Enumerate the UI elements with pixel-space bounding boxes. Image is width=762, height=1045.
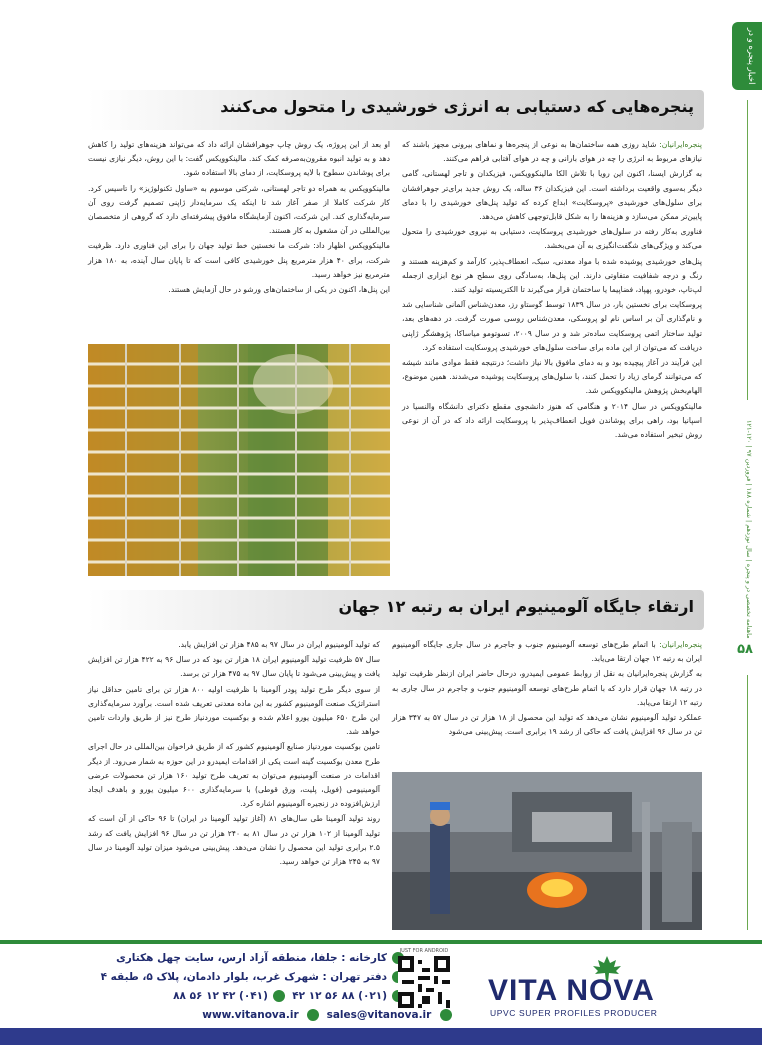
brand-tagline: UPVC SUPER PROFILES PRODUCER [490, 1008, 658, 1018]
phone-number: (۰۴۱) ۴۲ ۱۲ ۵۶ ۸۸ [173, 990, 268, 1002]
phones [173, 990, 404, 1002]
paragraph: او بعد از این پروژه، یک روش چاپ جوهرافشان ارائه داد که می‌تواند هزینه‌های تولید را کاهش دهد و به تولید انبوه مقرون‌به‌صرفه کمک کند. مالینکوویکس گفت: با این روش، دیگر نیازی نیست برای پوشاندن سطوح با لایه پروسکایت، از دمای بالا استفاده شود. [88, 140, 390, 178]
section-tab [732, 22, 762, 90]
solar-panels-photo [88, 344, 390, 576]
paragraph [402, 138, 702, 166]
office-address [101, 971, 404, 983]
website-link[interactable]: www.vitanova.ir [202, 1009, 299, 1021]
article1-title-bar [88, 90, 704, 130]
paragraph: این فرآیند در آغاز پیچیده بود و به دمای مافوق بالا نیاز داشت؛ درنتیجه فقط موادی مانند شیشه که می‌توانند گرمای زیاد را تحمل کنند، با سلول‌های پروسکایت پوشیده می‌شدند. همین موضوع، الهام‌بخش پژوهش مالینکوویکس شد. [402, 358, 702, 396]
paragraph: فناوری به‌کار رفته در سلول‌های خورشیدی پروسکایت، دستیابی به نیروی خورشیدی را متحول می‌کند و ویژگی‌های شگفت‌انگیزی به آن می‌بخشد. [402, 227, 702, 251]
section-tab-label: اخبار پنجره و در [746, 28, 756, 85]
paragraph: مالینکوویکس اظهار داد: شرکت ما نخستین خط تولید جهان را برای این فناوری دارد. ظرفیت شرکت، برای ۴۰ هزار مترمربع پنل خورشیدی کافی است که تا پایان سال آینده، به ۱۸۰ هزار مترمربع نیز خواهد رسید. [88, 241, 390, 279]
journal-info: ماهنامه تخصصی در و پنجره | سال نوزدهم | شماره ۱۸۸ | فروردین ۹۷ | ۱۲۰-۱۲۱ [745, 420, 753, 639]
footer-bottom-bar [0, 1028, 762, 1045]
paragraph: سال ۵۷ ظرفیت تولید آلومینیوم ایران ۱۸ هزار تن بود که در سال ۹۶ به ۴۲۲ هزار تن افزایش یافت و پیش‌بینی می‌شود تا پایان سال ۹۷ به ۴۷۵ هزار تن برسد. [88, 655, 381, 679]
fax-icon [273, 990, 285, 1002]
paragraph [392, 638, 702, 666]
paragraph: مالینکوویکس در سال ۲۰۱۴ و هنگامی که هنوز دانشجوی مقطع دکترای دانشگاه والنسیا در اسپانیا بود، راهی برای پوشاندن فویل انعطاف‌پذیر با پروسکایت ارائه داد که در آن از نوعی روش تبخیر استفاده می‌شد. [402, 401, 702, 440]
paragraph: که تولید آلومینیوم ایران در سال ۹۷ به ۴۸۵ هزار تن افزایش یابد. [178, 640, 380, 649]
paragraph: پنل‌های خورشیدی پوشیده شده با مواد معدنی، سبک، انعطاف‌پذیر، کارآمد و کم‌هزینه هستند و رنگ و درجه شفافیت متفاوتی دارند. این پنل‌ها، به‌سادگی روی سطح هر نوع ابزاری ازجمله لپ‌تاپ، خودرو، پهپاد، فضاپیما یا ساختمان قرار می‌گیرند تا الکتریسیته تولید کنند. [402, 256, 702, 295]
brand-logo: VITA NOVA [488, 974, 655, 1007]
paragraph-lead: پنجره‌ایرانیان: [659, 140, 702, 149]
globe-icon [307, 1009, 319, 1021]
paragraph-lead: پنجره‌ایرانیان: [659, 640, 702, 649]
paragraph: مالینکوویکس به همراه دو تاجر لهستانی، شرکتی موسوم به «ساول تکنولوژیز» را تاسیس کرد. کار شرکت کاملا از صفر آغاز شد تا اینکه یک سرمایه‌دار ژاپنی تصمیم گرفت روی آن سرمایه‌گذاری کند. این شرکت، اکنون آزمایشگاه مافوق پیشرفته‌ای دارد که گروهی از متخصصان بین‌المللی در آن مشغول به کار هستند. [88, 183, 390, 236]
mail-icon [440, 1009, 452, 1021]
office-address-text: دفتر تهران : شهرک غرب، بلوار دادمان، پلاک ۵، طبقه ۴ [100, 971, 387, 983]
paragraph: تامین بوکسیت موردنیاز صنایع آلومینیوم کشور که از طریق فراخوان بین‌المللی در حال اجرای طرح معدن بوکسیت گینه است یکی از اقدامات ایمیدرو در این حوزه به شمار می‌رود. از دیگر اقدامات در صنعت آلومینیوم می‌توان به تعریف طرح تولید ۱۶۰ هزار تن محصولات عرضی آلومینیومی (فویل، پلیت، ورق قوطی) با سرمایه‌گذاری ۶۰۰ میلیون یورو و باهدف ایجاد ارزش‌افزوده در زنجیره آلومینیوم اشاره کرد. [88, 742, 381, 809]
factory-address [116, 952, 404, 964]
page-number: ۵۸ [737, 642, 753, 657]
paragraph: به گزارش پنجره‌ایرانیان به نقل از روابط عمومی ایمیدرو، درحال حاضر ایران ازنظر ظرفیت تولید در رتبه ۱۸ جهان قرار دارد که با اتمام طرح‌های توسعه آلومینیوم جنوب و جاجرم در سال جاری به رتبه ۱۲ ارتقا می‌یابد. [392, 669, 702, 707]
aluminium-plant-photo [392, 772, 702, 930]
article2-title: ارتقاء جایگاه آلومینیوم ایران به رتبه ۱۲ جهان [338, 597, 694, 616]
paragraph: پروسکایت برای نخستین بار، در سال ۱۸۳۹ توسط گوستاو رز، معدن‌شناس آلمانی شناسایی شد و نام‌گذاری آن بر اساس نام لو پروسکی، معدن‌شناس روسی صورت گرفت. در دهه‌های بعد، تولید ساختار اتمی پروسکایت ساده‌تر شد و در سال ۲۰۰۹، تسوتومو میاساکا، پژوهشگر ژاپنی دریافت که می‌توان از این ماده برای ساخت سلول‌های خورشیدی پروسکایت استفاده کرد. [402, 300, 703, 352]
qr-label: JUST FOR ANDROID [399, 948, 449, 954]
article2-right-column [392, 638, 702, 740]
side-divider [747, 675, 748, 930]
factory-address-text: کارخانه : جلفا، منطقه آزاد ارس، سایت چهل هکتاری [116, 952, 387, 964]
article1-left-column [88, 138, 390, 298]
paragraph: این پنل‌ها، اکنون در یکی از ساختمان‌های ورشو در حال آزمایش هستند. [168, 285, 390, 295]
phone-number: (۰۲۱) ۸۸ ۵۶ ۱۲ ۴۲ [292, 990, 387, 1002]
paragraph-text: شاید روزی همه ساختمان‌ها به نوعی از پنجره‌ها و نماهای بیرونی مجهز باشند که نیازهای مربوط به انرژی را چه در هوای بارانی و چه در هوای آفتابی فراهم می‌کنند. [402, 140, 702, 164]
article2-title-bar [88, 590, 704, 630]
qr-code[interactable] [398, 956, 450, 1008]
article2-left-column [88, 638, 380, 870]
paragraph: از سوی دیگر طرح تولید پودر آلومینا با ظرفیت اولیه ۸۰۰ هزار تن برای تامین حداقل نیاز استراتژیک صنعت آلومینیوم کشور به این ماده معدنی تعریف شده است. برآورد سرمایه‌گذاری این طرح ۶۵۰ میلیون یورو اعلام شده و بوکسیت موردنیاز طرح نیز از طریق واردات تامین خواهد شد. [88, 684, 380, 737]
article1-title: پنجره‌هایی که دستیابی به انرژی خورشیدی را متحول می‌کنند [220, 97, 694, 116]
paragraph: عملکرد تولید آلومینیوم نشان می‌دهد که تولید این محصول از ۱۸ هزار تن در سال ۵۷ به ۳۴۷ هزار تن در سال ۹۶ افزایش یافت که حاکی از رشد ۱۹ برابری است. پیش‌بینی می‌شود [392, 713, 702, 737]
email-link[interactable]: sales@vitanova.ir [326, 1009, 432, 1021]
article1-right-column [402, 138, 702, 443]
paragraph-text: با اتمام طرح‌های توسعه آلومینیوم جنوب و جاجرم در سال جاری جایگاه آلومینیوم ایران به رتبه ۱۲ جهان ارتقا می‌یابد. [392, 640, 702, 664]
side-divider [747, 100, 748, 400]
paragraph: روند تولید آلومینا طی سال‌های ۸۱ (آغاز تولید آلومینا در ایران) تا ۹۶ حاکی از آن است که تولید آلومینا از ۱۰۲ هزار تن در سال ۸۱ به ۲۴۰ هزار تن در سال ۹۶ افزایش یافت که رشد ۲.۵ برابری تولید این محصول را نشان می‌دهد. پیش‌بینی می‌شود میزان تولید آلومینا در سال ۹۷ به ۲۴۵ هزار تن خواهد رسید. [88, 814, 380, 867]
web-contacts [202, 1009, 452, 1021]
paragraph: به گزارش ایسنا، اکنون این رویا با تلاش الکا مالینکوویکس، فیزیکدان و تاجر لهستانی، گامی دیگر به‌سوی واقعیت برداشته است. این فیزیکدان ۳۶ ساله، یک روش جدید برای‌تر جوهرافشان برای سلول‌های خورشیدی «پروسکایت» ابداع کرده که تولید پنل‌های خورشیدی را با دمای پایین‌تر ممکن می‌سازد و هزینه‌ها را به شکل قابل‌توجهی کاهش می‌دهد. [402, 169, 703, 222]
